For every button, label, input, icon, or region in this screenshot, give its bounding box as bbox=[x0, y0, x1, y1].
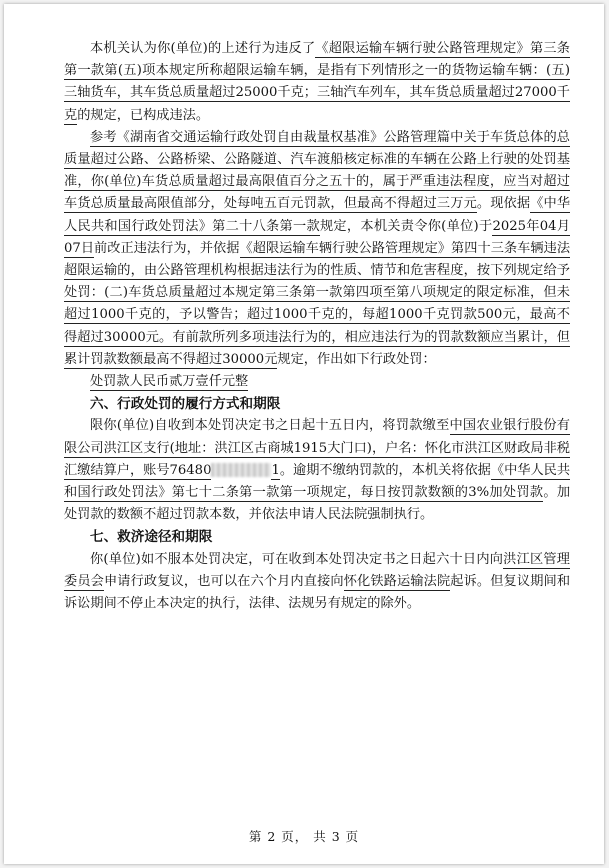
remedy-paragraph bbox=[64, 549, 570, 616]
payment-paragraph bbox=[64, 415, 570, 526]
late-fee-law-reference: 《中华人民共和国行政处罚法》第七十二条第一款第一项规定，每日按罚款数额的3%加处罚款 bbox=[64, 462, 571, 501]
basis-text-3: 前改正违法行为，并依据 bbox=[94, 240, 240, 256]
penalty-amount: 处罚款人民币贰万壹仟元整 bbox=[90, 374, 249, 390]
violation-paragraph bbox=[64, 38, 570, 127]
payment-bank-info: 中国农业银行股份有限公司洪江区支行(地址：洪江区古商城1915大门口)，户名：怀化市洪江区财政局非税汇缴结算户，账号76480 bbox=[64, 418, 570, 478]
basis-text-2: 规定，本机关责令你(单位)于 bbox=[319, 218, 493, 234]
payment-text-1: 限你(单位)自收到本处罚决定书之日起十五日内，将罚款缴至 bbox=[90, 418, 450, 434]
penalty-amount-paragraph bbox=[64, 371, 570, 393]
violated-regulation: 《超限运输车辆行驶公路管理规定》第三条第一款第(五)项本规定所称超限运输车辆，是指有下列情形之一的货物运输车辆：(五)三轴货车，其车货总质量超过25000千克；三轴汽车列车，其车货总质量超过27000千克 bbox=[64, 41, 570, 123]
payment-text-3: 。加处罚款的数额不超过罚款本数，并依法申请人民法院强制执行。 bbox=[64, 485, 571, 523]
violation-text-2: 的规定，已构成违法。 bbox=[77, 107, 210, 123]
redacted-account-number bbox=[211, 463, 271, 477]
basis-text-4: 规定，作出如下行政处罚： bbox=[277, 351, 436, 367]
penalty-law-reference: 《中华人民共和国行政处罚法》第二十八条第一款 bbox=[64, 196, 571, 234]
section-7-heading: 七、救济途径和期限 bbox=[90, 529, 213, 546]
account-number-tail: 1 bbox=[271, 462, 280, 478]
violation-text-1: 本机关认为你(单位)的上述行为违反了 bbox=[90, 41, 316, 56]
basis-text-1: 。现依据 bbox=[476, 196, 531, 212]
document-body bbox=[64, 38, 570, 615]
court-name: 怀化铁路运输法院 bbox=[343, 573, 451, 589]
section-6-heading: 六、行政处罚的履行方式和期限 bbox=[90, 396, 281, 413]
document-page bbox=[4, 4, 604, 864]
penalty-regulation: 《超限运输车辆行驶公路管理规定》第四十三条车辆违法超限运输的，由公路管理机构根据违法行为的性质、情节和危害程度，按下列规定给予处罚：(二)车货总质量超过本规定第三条第一款第四项至第八项规定的限定标准，但未超过1000千克的，予以警告；超过1000千克的，每超1000千克罚款500元，最高不得超过30000元。有前款所列多项违法行为的，相应违法行为的罚款数额应当累计，但累计罚款数额最高不得超过30000元 bbox=[64, 240, 571, 367]
remedy-text-3: 起诉。但复议期间和诉讼期间不停止本决定的执行，法律、法规另有规定的除外。 bbox=[64, 573, 571, 612]
page-number-footer: 第 2 页， 共 3 页 bbox=[248, 829, 360, 844]
discretion-standard: 参考《湖南省交通运输行政处罚自由裁量权基准》公路管理篇中关于车货总体的总质量超过公路、公路桥梁、公路隧道、汽车渡船核定标准的车辆在公路上行驶的处罚基准，你(单位)车货总质量超过最高限值百分之五十的，属于严重违法程度，应当对超过车货总质量最高限值部分，处每吨五百元罚款，但最高不得超过三万元 bbox=[64, 129, 570, 212]
review-authority: 洪江区管理委员会 bbox=[64, 551, 570, 589]
remedy-text-1: 你(单位)如不服本处罚决定，可在收到本处罚决定书之日起六十日内向 bbox=[90, 551, 504, 567]
penalty-basis-paragraph bbox=[64, 127, 570, 371]
payment-text-2: 。逾期不缴纳罚款的，本机关将依据 bbox=[279, 462, 491, 478]
remedy-text-2: 申请行政复议，也可以在六个月内直接向 bbox=[103, 573, 344, 589]
correction-deadline: 2025年04月07日 bbox=[64, 218, 571, 256]
